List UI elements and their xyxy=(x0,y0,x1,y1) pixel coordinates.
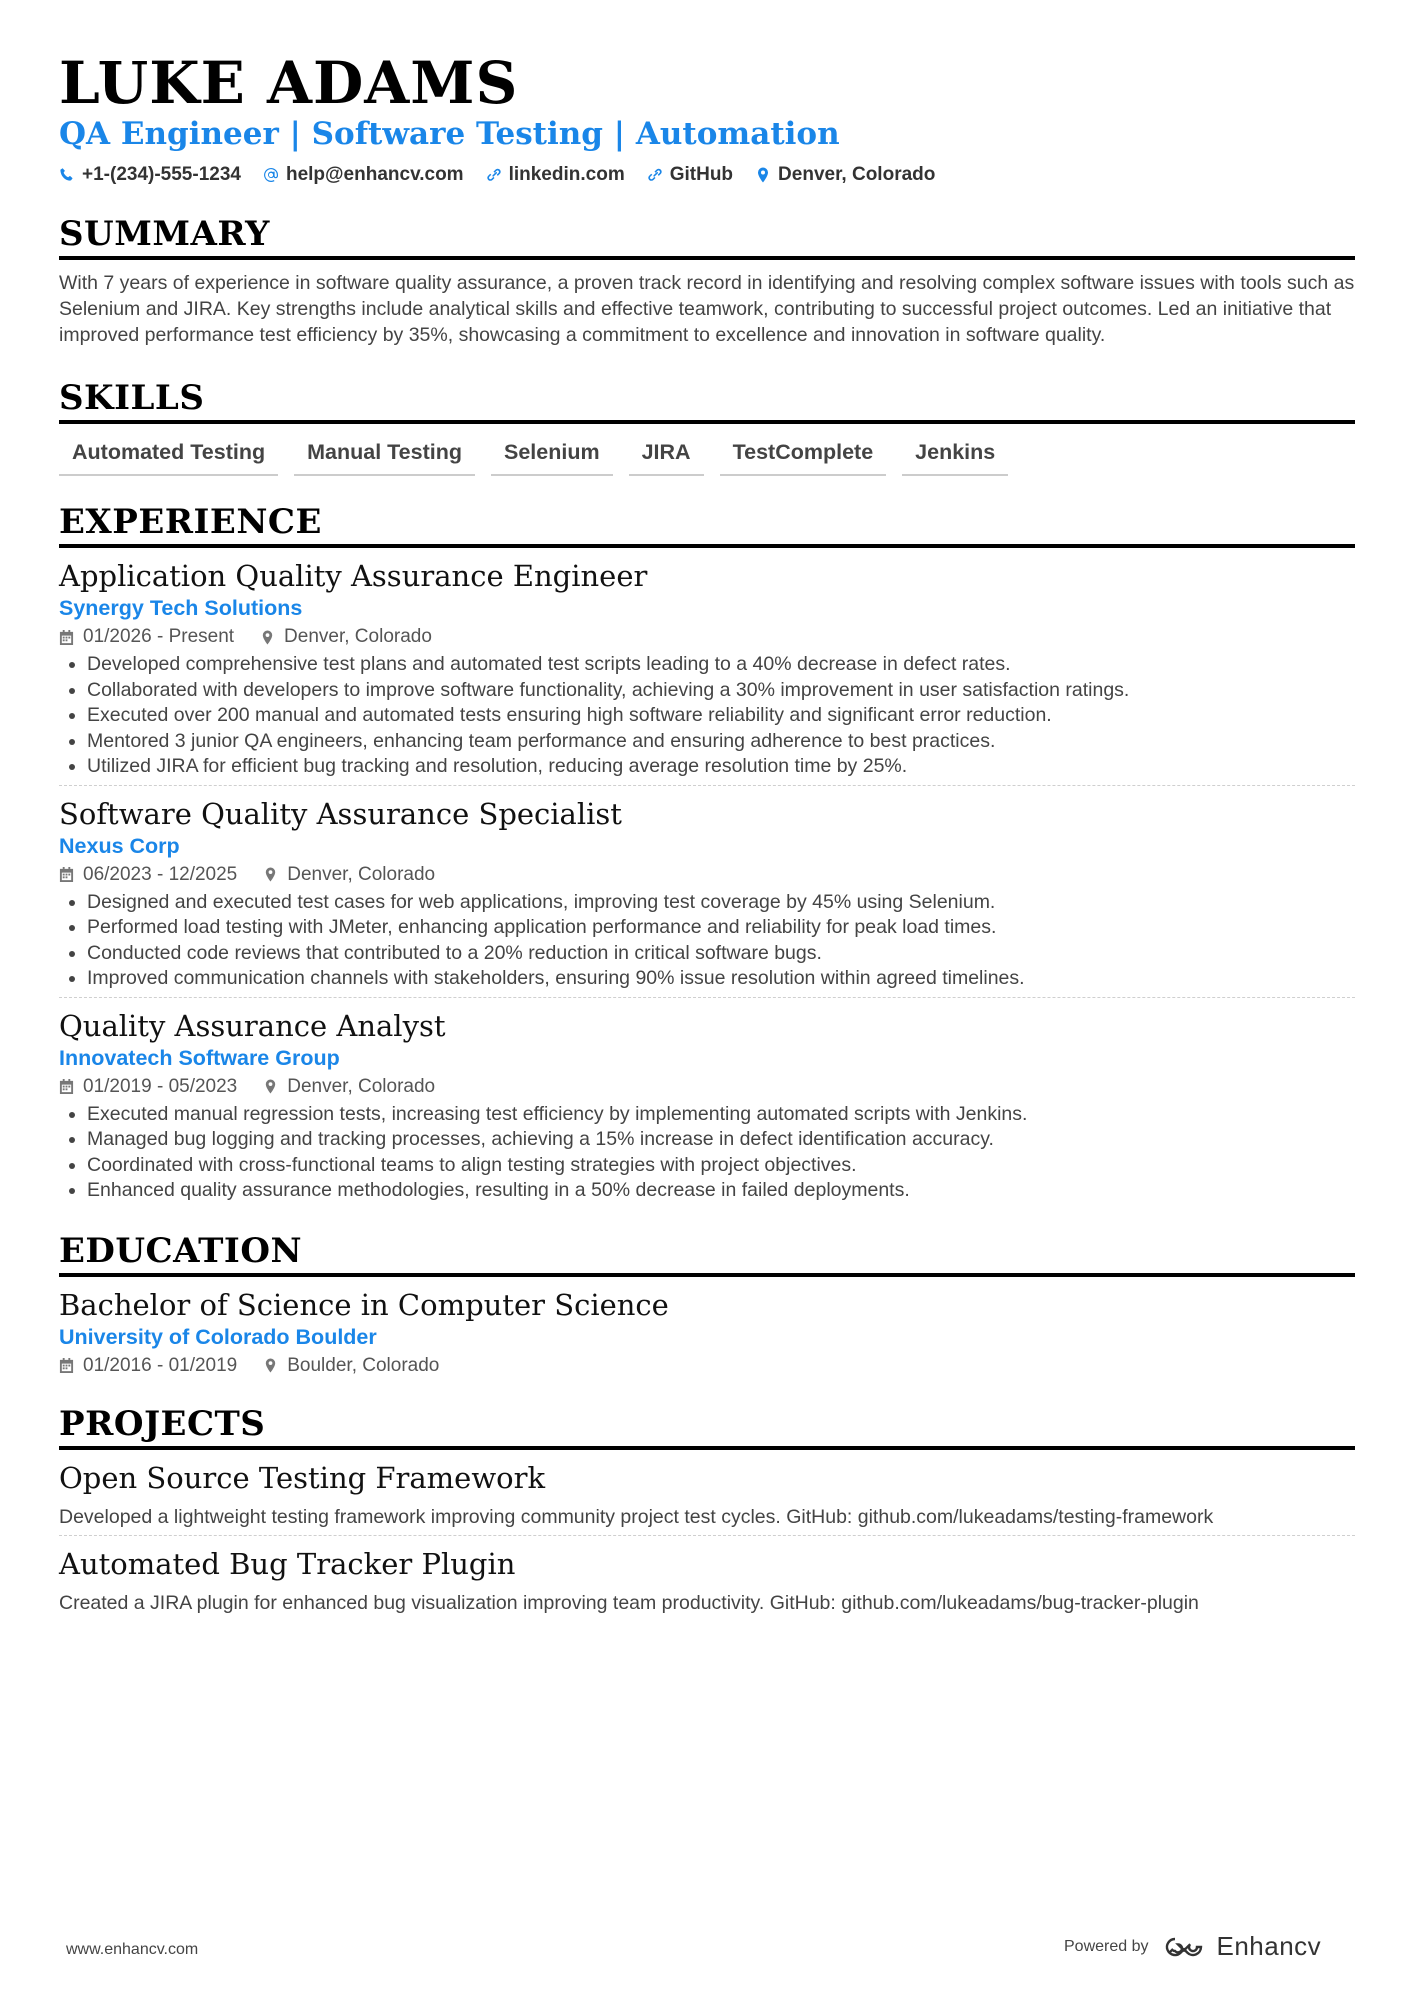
entry-meta xyxy=(59,626,1355,648)
contact-email-text: help@enhancv.com xyxy=(285,164,464,185)
school-name: University of Colorado Boulder xyxy=(59,1324,377,1349)
project-entry xyxy=(59,1450,1355,1536)
at-icon xyxy=(263,167,279,183)
link-icon xyxy=(486,167,502,183)
experience-heading: EXPERIENCE xyxy=(59,502,1355,548)
enhancv-logo xyxy=(1163,1931,1322,1962)
skills-heading: SKILLS xyxy=(59,378,1355,424)
company-name: Innovatech Software Group xyxy=(59,1045,340,1070)
skills-list xyxy=(59,438,1355,476)
contact-linkedin[interactable] xyxy=(486,164,625,186)
location-pin-icon xyxy=(263,867,278,882)
project-name: Automated Bug Tracker Plugin xyxy=(59,1546,516,1581)
powered-by-label: Powered by xyxy=(1064,1937,1149,1955)
achievement-item: • Collaborated with developers to improve software functionality, achieving a 30% improvement in user satisfaction ratings. xyxy=(87,678,1355,704)
entry-location xyxy=(263,1076,435,1098)
achievement-item: • Developed comprehensive test plans and automated test scripts leading to a 40% decrease in defect rates. xyxy=(87,652,1355,678)
contact-email[interactable] xyxy=(263,164,464,186)
achievement-item: • Performed load testing with JMeter, enhancing application performance and reliability for peak load times. xyxy=(87,915,1355,941)
project-description: Created a JIRA plugin for enhanced bug visualization improving team productivity. GitHub: github.com/lukeadams/bug-tracker-plugin xyxy=(59,1591,1199,1614)
skill-tag: Jenkins xyxy=(902,438,1008,476)
project-entry xyxy=(59,1536,1355,1621)
resume-page xyxy=(59,48,1355,1621)
project-description: Developed a lightweight testing framework improving community project test cycles. GitHub: github.com/lukeadams/testing-framework xyxy=(59,1505,1214,1528)
education-entry xyxy=(59,1277,1355,1382)
achievement-item: • Coordinated with cross-functional teams to align testing strategies with project objectives. xyxy=(87,1153,1355,1179)
achievement-list xyxy=(59,652,1355,780)
entry-dates xyxy=(59,626,234,648)
achievement-item: • Executed over 200 manual and automated tests ensuring high software reliability and significant error reduction. xyxy=(87,703,1355,729)
company-name: Nexus Corp xyxy=(59,833,180,858)
entry-location xyxy=(263,1355,439,1377)
achievement-item: • Designed and executed test cases for web applications, improving test coverage by 45% using Selenium. xyxy=(87,890,1355,916)
skill-tag: Manual Testing xyxy=(294,438,475,476)
achievement-item: • Enhanced quality assurance methodologies, resulting in a 50% decrease in failed deployments. xyxy=(87,1178,1355,1204)
project-name: Open Source Testing Framework xyxy=(59,1460,546,1495)
calendar-icon xyxy=(59,867,74,882)
contact-linkedin-text: linkedin.com xyxy=(508,164,625,185)
location-pin-icon xyxy=(755,167,771,183)
achievement-item: • Conducted code reviews that contributed to a 20% reduction in critical software bugs. xyxy=(87,941,1355,967)
entry-location xyxy=(263,864,435,886)
contact-location-text: Denver, Colorado xyxy=(778,164,936,185)
summary-heading: SUMMARY xyxy=(59,214,1355,260)
calendar-icon xyxy=(59,1079,74,1094)
achievement-item: • Improved communication channels with stakeholders, ensuring 90% issue resolution within agreed timelines. xyxy=(87,966,1355,992)
contact-phone[interactable] xyxy=(59,164,241,186)
contact-github[interactable] xyxy=(647,164,733,186)
calendar-icon xyxy=(59,630,74,645)
skill-tag: TestComplete xyxy=(720,438,887,476)
education-section xyxy=(59,1231,1355,1382)
entry-meta xyxy=(59,1076,1355,1098)
contact-github-text: GitHub xyxy=(669,164,734,185)
entry-location xyxy=(260,626,432,648)
achievement-item: • Mentored 3 junior QA engineers, enhancing team performance and ensuring adherence to best practices. xyxy=(87,729,1355,755)
footer-branding[interactable] xyxy=(1064,1931,1321,1962)
projects-section xyxy=(59,1404,1355,1621)
skills-section xyxy=(59,378,1355,476)
link-icon xyxy=(647,167,663,183)
location-pin-icon xyxy=(260,630,275,645)
footer-website[interactable]: www.enhancv.com xyxy=(66,1941,199,1958)
job-title: Application Quality Assurance Engineer xyxy=(59,559,648,593)
entry-dates-text: 01/2026 - Present xyxy=(83,626,235,647)
calendar-icon xyxy=(59,1358,74,1373)
summary-section xyxy=(59,214,1355,348)
contact-bar xyxy=(59,164,1355,186)
achievement-item: • Managed bug logging and tracking processes, achieving a 15% increase in defect identification accuracy. xyxy=(87,1127,1355,1153)
entry-location-text: Boulder, Colorado xyxy=(287,1354,440,1376)
entry-dates-text: 06/2023 - 12/2025 xyxy=(83,863,238,885)
education-heading: EDUCATION xyxy=(59,1231,1355,1277)
brand-name: Enhancv xyxy=(1216,1931,1322,1961)
skill-tag: Selenium xyxy=(491,438,613,476)
location-pin-icon xyxy=(263,1358,278,1373)
entry-meta xyxy=(59,864,1355,886)
achievement-item: • Executed manual regression tests, increasing test efficiency by implementing automated scripts with Jenkins. xyxy=(87,1102,1355,1128)
contact-phone-text: +1-(234)-555-1234 xyxy=(82,164,241,185)
entry-dates xyxy=(59,1076,237,1098)
degree-title: Bachelor of Science in Computer Science xyxy=(59,1287,669,1322)
entry-location-text: Denver, Colorado xyxy=(287,863,436,885)
job-title: Software Quality Assurance Specialist xyxy=(59,796,622,831)
experience-section xyxy=(59,502,1355,1209)
entry-dates-text: 01/2016 - 01/2019 xyxy=(83,1354,238,1376)
experience-entry xyxy=(59,998,1355,1209)
phone-icon xyxy=(59,167,75,183)
entry-location-text: Denver, Colorado xyxy=(284,626,432,647)
experience-entry xyxy=(59,548,1355,786)
entry-dates-text: 01/2019 - 05/2023 xyxy=(83,1075,238,1097)
achievement-item: • Utilized JIRA for efficient bug tracking and resolution, reducing average resolution time by 25%. xyxy=(87,754,1355,780)
skill-tag: JIRA xyxy=(629,438,704,476)
job-title: Quality Assurance Analyst xyxy=(59,1008,446,1043)
entry-dates xyxy=(59,864,237,886)
skill-tag: Automated Testing xyxy=(59,438,278,476)
summary-text: With 7 years of experience in software quality assurance, a proven track record in identifying and resolving complex software issues with tools such as Selenium and JIRA. Key strengths include analytical skills and effective teamwork, contributing to successful project outcomes. Led an initiative that improved performance test efficiency by 35%, showcasing a commitment to excellence and innovation in software quality. xyxy=(59,272,1355,346)
enhancv-logo-icon xyxy=(1163,1935,1207,1959)
entry-dates xyxy=(59,1355,237,1377)
location-pin-icon xyxy=(263,1079,278,1094)
candidate-name: LUKE ADAMS xyxy=(59,49,519,117)
experience-entry xyxy=(59,786,1355,998)
entry-location-text: Denver, Colorado xyxy=(287,1075,436,1097)
contact-location xyxy=(755,164,935,186)
entry-meta xyxy=(59,1355,1355,1377)
candidate-title: QA Engineer | Software Testing | Automation xyxy=(59,116,840,152)
achievement-list xyxy=(59,890,1355,992)
achievement-list xyxy=(59,1102,1355,1204)
company-name: Synergy Tech Solutions xyxy=(59,596,303,620)
projects-heading: PROJECTS xyxy=(59,1404,1355,1450)
